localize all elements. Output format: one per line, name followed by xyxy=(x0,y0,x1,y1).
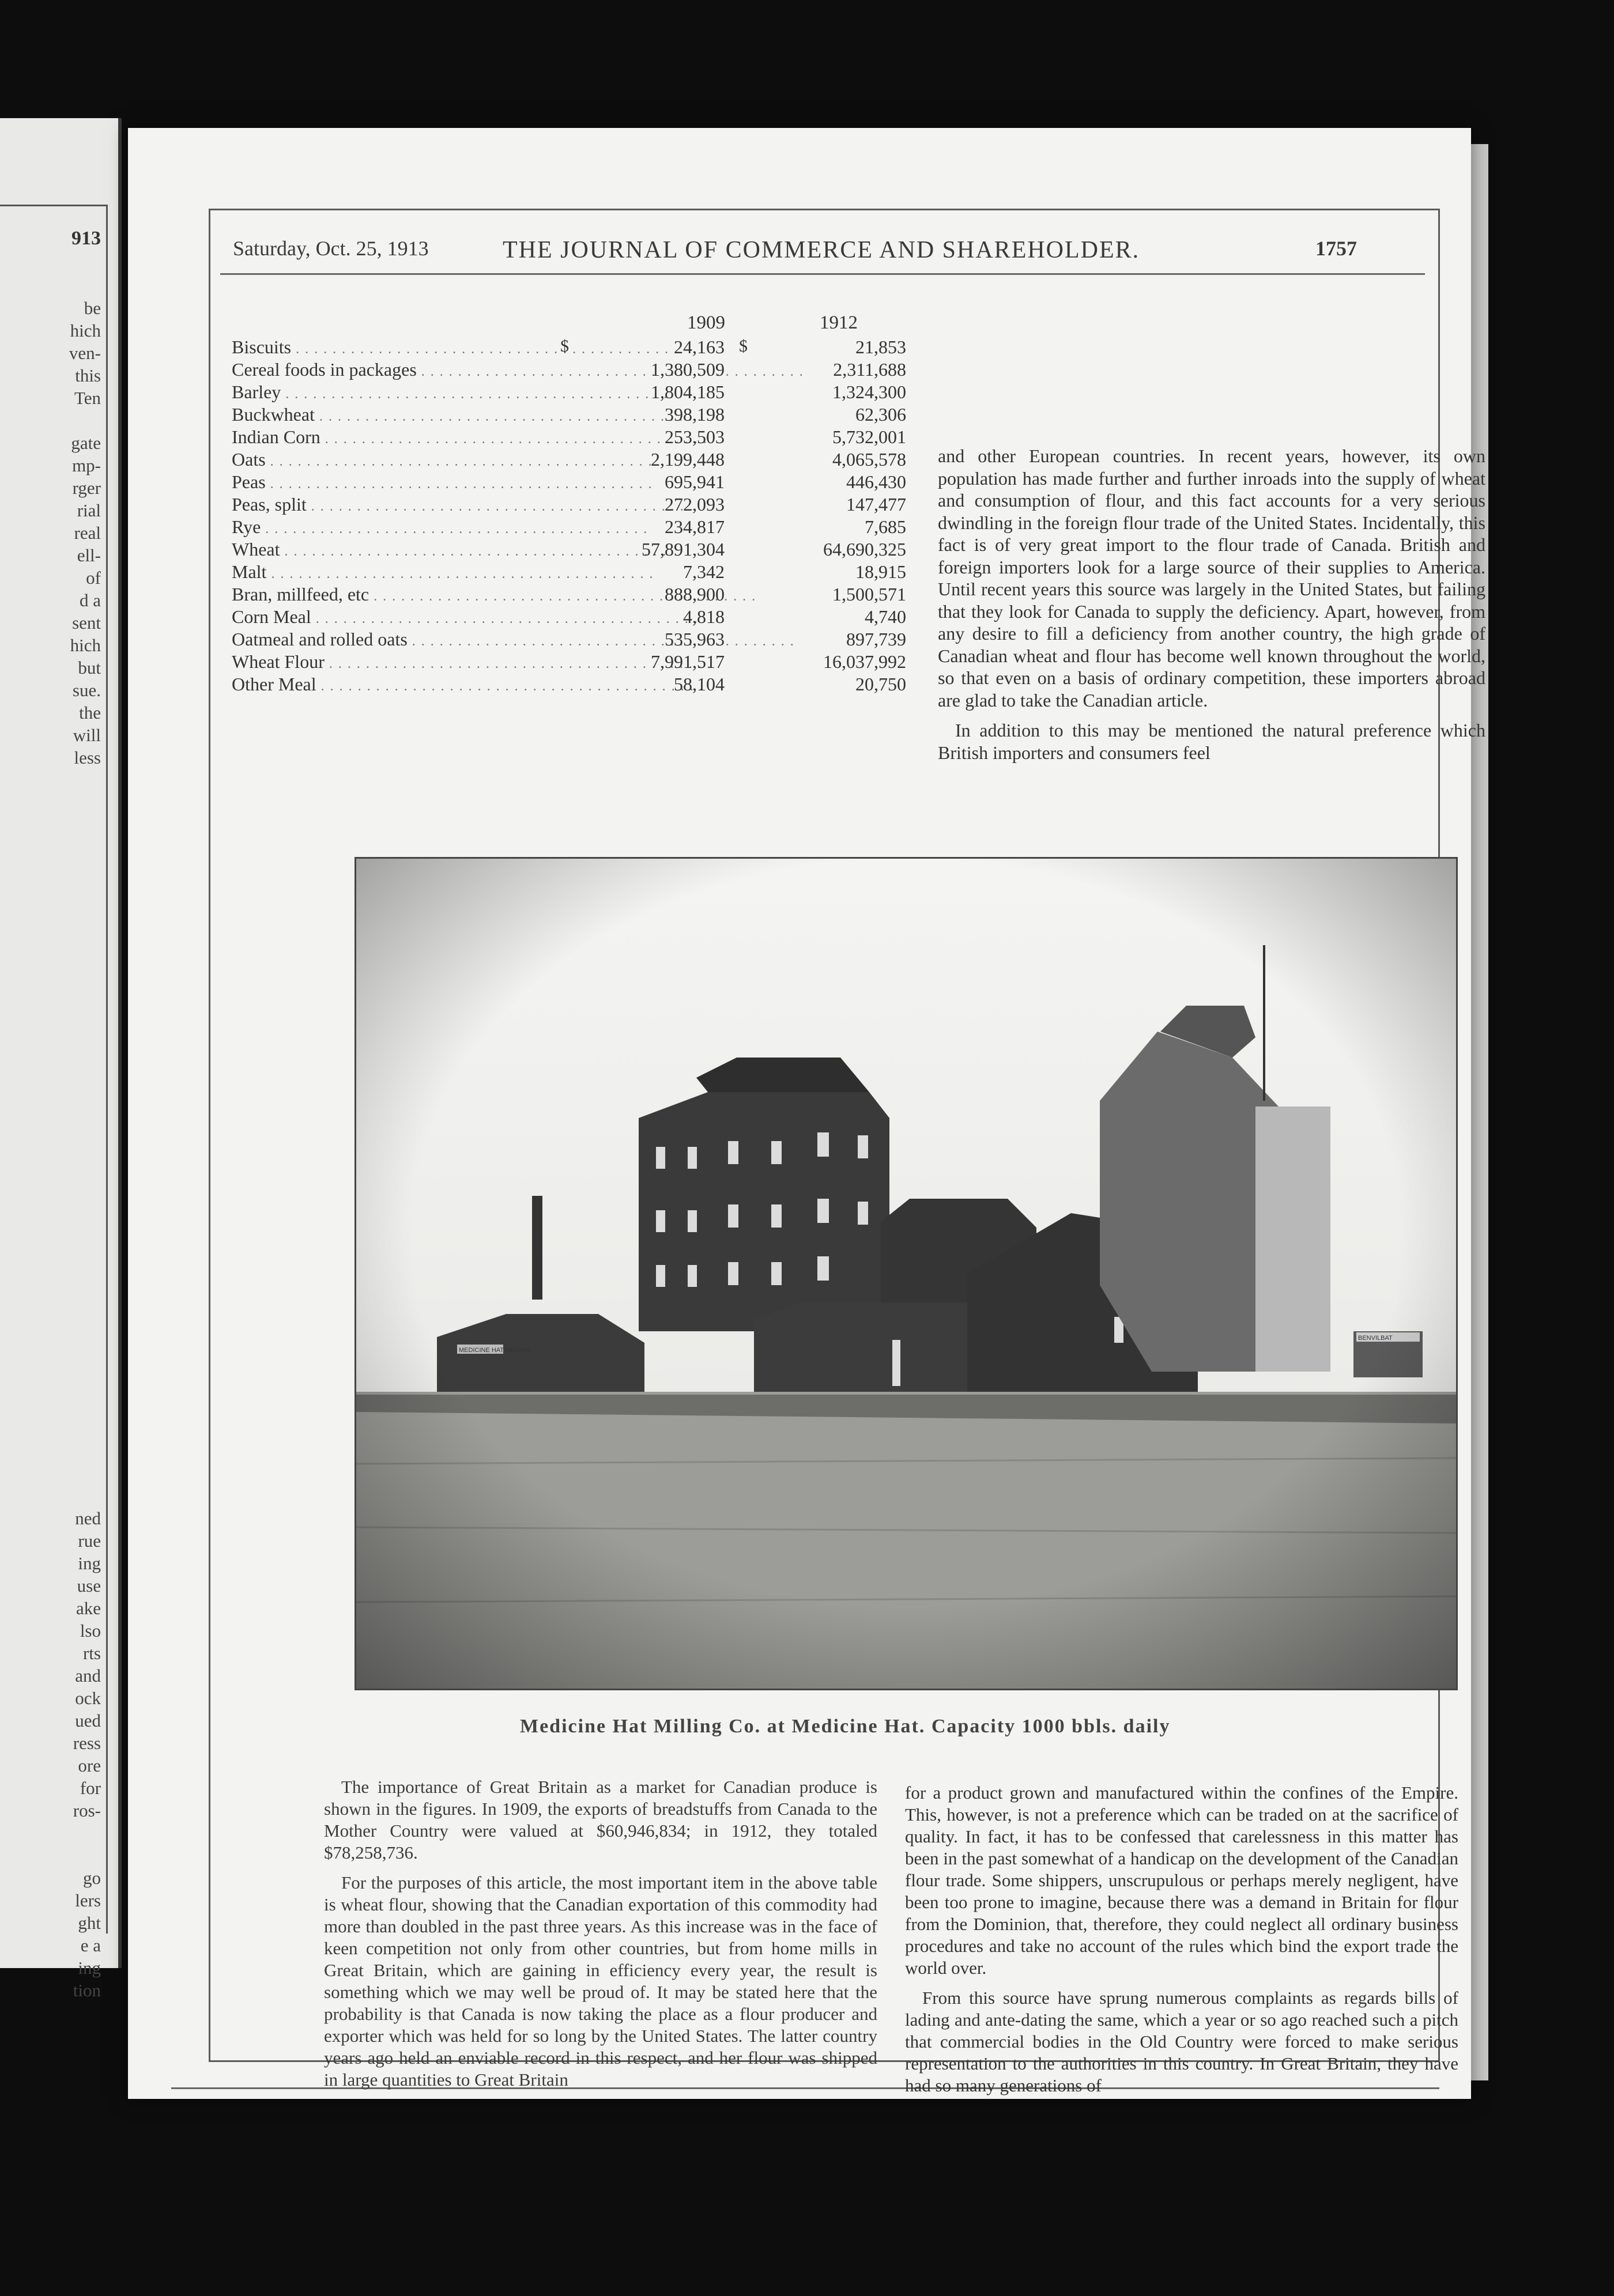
table-row xyxy=(232,359,912,382)
adjacent-text-line xyxy=(0,1844,101,1867)
table-row xyxy=(232,382,912,404)
value-1912: 147,477 xyxy=(846,494,906,515)
value-1909: 272,093 xyxy=(665,494,725,515)
adjacent-text-line: rue xyxy=(78,1531,101,1551)
article-column-upper-right xyxy=(938,445,1485,772)
paragraph: for a product grown and manufactured within the confines of the Empire. This, however, is not a preference which can be traded on at the sacrifice of quality. In fact, it has to be confessed that carelessness in this matter has been in the past somewhat of a handicap on the development of the Canadian flour trade. Some shippers, unscrupulous or perhaps merely negligent, have been too prone to imagine, because there was a demand in Britain for flour from the Dominion, that, therefore, they could neglect all ordinary business procedures and take no account of the rules which bind the export trade the world over. xyxy=(905,1783,1458,1978)
adjacent-text-line: of xyxy=(86,568,101,588)
mill-photograph xyxy=(355,857,1458,1690)
value-1912: 1,500,571 xyxy=(832,584,906,605)
row-label: Malt . . . xyxy=(232,561,555,583)
adjacent-text-line xyxy=(0,1822,101,1844)
adjacent-page-text-bottom xyxy=(0,1507,101,2002)
value-1912: 2,311,688 xyxy=(833,359,906,380)
adjacent-text-line: for xyxy=(80,1778,101,1798)
currency-symbol-1912: $ xyxy=(739,337,748,356)
adjacent-text-line: less xyxy=(74,747,101,768)
table-row xyxy=(232,516,912,539)
adjacent-text-line: Ten xyxy=(74,388,101,408)
photo-caption: Medicine Hat Milling Co. at Medicine Hat. Capacity 1000 bbls. daily xyxy=(520,1716,1171,1737)
adjacent-text-line: lers xyxy=(75,1890,101,1910)
adjacent-page-text-top xyxy=(0,297,101,769)
adjacent-text-line: mp- xyxy=(72,455,101,475)
journal-title: THE JOURNAL OF COMMERCE AND SHAREHOLDER. xyxy=(503,237,1140,263)
adjacent-text-line: sue. xyxy=(72,680,101,700)
value-1912: 897,739 xyxy=(846,629,906,649)
value-1909: 4,818 xyxy=(683,606,725,627)
adjacent-text-line: gate xyxy=(71,433,101,453)
table-row xyxy=(232,426,912,449)
value-1912: 21,853 xyxy=(855,337,906,357)
row-label: Barley . . . xyxy=(232,382,555,403)
adjacent-page-fragment xyxy=(0,118,122,2000)
adjacent-page-rule xyxy=(0,205,108,206)
column-header-1909: 1909 xyxy=(687,312,725,333)
table-row xyxy=(232,404,912,426)
adjacent-text-line: lso xyxy=(80,1621,101,1641)
table-row xyxy=(232,471,912,494)
value-1909: 535,963 xyxy=(665,629,725,649)
value-1909: 7,342 xyxy=(683,561,725,582)
adjacent-text-line: ros- xyxy=(73,1800,101,1821)
row-label: Peas, split . . . xyxy=(232,494,555,515)
adjacent-text-line: ress xyxy=(73,1733,101,1753)
issue-date: Saturday, Oct. 25, 1913 xyxy=(233,237,429,260)
adjacent-text-line: rger xyxy=(72,478,101,498)
adjacent-text-line: hich xyxy=(70,635,101,655)
adjacent-text-line: sent xyxy=(72,613,101,633)
row-label: Wheat . . . xyxy=(232,539,555,560)
table-row xyxy=(232,584,912,606)
header-rule xyxy=(220,273,1425,275)
column-header-1912: 1912 xyxy=(820,312,858,333)
row-label: Wheat Flour . . . xyxy=(232,651,555,673)
paragraph: and other European countries. In recent years, however, its own population has made further and further inroads into the supply of wheat and consumption of flour, and this fact accounts for a very serious dwindling in the foreign flour trade of the United States. Incidentally, this fact is of very great import to the flour trade of Canada. British and foreign importers look for a large source of their supplies to America. Until recent years this source was largely in the United States, but failing that they look for Canada to supply the deficiency. Apart, however, from any desire to fill a deficiency from another country, the high grade of Canadian wheat and flour has become well known throughout the world, so that even on a basis of ordinary competition, these importers abroad are glad to take the Canadian article. xyxy=(938,445,1485,711)
value-1909: 695,941 xyxy=(665,471,725,492)
adjacent-text-line: this xyxy=(75,365,101,386)
value-1912: 64,690,325 xyxy=(823,539,906,560)
paragraph: In addition to this may be mentioned the natural preference which British importers and consumers feel xyxy=(938,720,1485,763)
value-1912: 4,065,578 xyxy=(832,449,906,470)
adjacent-text-line: ned xyxy=(75,1508,101,1528)
value-1909: 888,900 xyxy=(665,584,725,605)
adjacent-text-line: ore xyxy=(78,1755,101,1776)
table-row xyxy=(232,606,912,629)
value-1909: 253,503 xyxy=(665,426,725,447)
adjacent-text-line xyxy=(0,409,101,432)
table-row xyxy=(232,449,912,471)
adjacent-text-line: ake xyxy=(76,1598,101,1618)
currency-symbol-1909: $ xyxy=(560,337,569,356)
adjacent-page-rule-vertical xyxy=(106,205,108,1934)
paragraph: The importance of Great Britain as a market for Canadian produce is shown in the figures. In 1909, the exports of breadstuffs from Canada to the Mother Country were valued at $60,946,834; in 1912, they totaled $78,258,736. xyxy=(324,1777,877,1863)
row-label: Cereal foods in packages . . . xyxy=(232,359,555,380)
adjacent-text-line: ing xyxy=(78,1958,101,1978)
row-label: Rye . . . xyxy=(232,516,555,538)
row-label: Buckwheat . . . xyxy=(232,404,555,425)
adjacent-text-line: rial xyxy=(77,500,101,520)
adjacent-text-line: the xyxy=(79,703,101,723)
table-row xyxy=(232,561,912,584)
adjacent-text-line: and xyxy=(75,1666,101,1686)
page-edge xyxy=(1471,144,1488,2080)
adjacent-text-line: but xyxy=(78,658,101,678)
value-1909: 7,991,517 xyxy=(651,651,725,672)
row-label: Corn Meal . . . xyxy=(232,606,555,628)
adjacent-text-line: ell- xyxy=(77,545,101,565)
row-label: Indian Corn . . . xyxy=(232,426,555,448)
value-1909: 398,198 xyxy=(665,404,725,425)
adjacent-text-line: go xyxy=(83,1868,101,1888)
value-1912: 18,915 xyxy=(855,561,906,582)
value-1912: 5,732,001 xyxy=(832,426,906,447)
article-column-lower-right xyxy=(905,1782,1458,2105)
value-1912: 62,306 xyxy=(855,404,906,425)
row-label: Other Meal . . . xyxy=(232,674,555,695)
adjacent-page-header: 913 xyxy=(71,228,101,249)
table-row xyxy=(232,337,912,359)
value-1909: 1,380,509 xyxy=(651,359,725,380)
table-row xyxy=(232,629,912,651)
adjacent-text-line: ven- xyxy=(69,343,101,363)
value-1909: 1,804,185 xyxy=(651,382,725,402)
adjacent-text-line: tion xyxy=(73,1980,101,2000)
article-column-lower-left xyxy=(324,1776,877,2099)
value-1912: 1,324,300 xyxy=(832,382,906,402)
row-label: Biscuits . . . xyxy=(232,337,555,358)
adjacent-text-line: use xyxy=(77,1576,101,1596)
value-1909: 234,817 xyxy=(665,516,725,537)
row-label: Oats . . . xyxy=(232,449,555,470)
table-row xyxy=(232,494,912,516)
adjacent-text-line: ock xyxy=(75,1688,101,1708)
adjacent-text-line: will xyxy=(73,725,101,745)
value-1912: 446,430 xyxy=(846,471,906,492)
value-1912: 4,740 xyxy=(865,606,906,627)
adjacent-text-line: ued xyxy=(75,1710,101,1731)
value-1909: 2,199,448 xyxy=(651,449,725,470)
adjacent-text-line: real xyxy=(74,523,101,543)
table-row xyxy=(232,539,912,561)
row-label: Peas . . . xyxy=(232,471,555,493)
adjacent-text-line: ght xyxy=(78,1913,101,1933)
table-row xyxy=(232,674,912,696)
adjacent-text-line: hich xyxy=(70,320,101,341)
value-1909: 24,163 xyxy=(674,337,725,357)
value-1912: 7,685 xyxy=(865,516,906,537)
paragraph: For the purposes of this article, the most important item in the above table is wheat flour, showing that the Canadian exportation of this commodity had more than doubled in the past three years. As this increase was in the face of keen competition not only from other countries, but from home mills in Great Britain, which are gaining in efficiency every year, the result is something which we may well be proud of. It may be stated here that the probability is that Canada is now taking the place as a flour producer and exporter which was held for so long by the United States. The latter country years ago held an enviable record in this respect, and her flour was shipped in large quantities to Great Britain xyxy=(324,1872,877,2090)
adjacent-text-line: ing xyxy=(78,1553,101,1573)
page-number: 1757 xyxy=(1315,237,1357,260)
value-1909: 57,891,304 xyxy=(642,539,725,560)
value-1909: 58,104 xyxy=(674,674,725,694)
row-label: Bran, millfeed, etc . . . xyxy=(232,584,555,605)
adjacent-text-line: rts xyxy=(83,1643,101,1663)
journal-page xyxy=(128,128,1485,2099)
row-label: Oatmeal and rolled oats . . . xyxy=(232,629,555,650)
table-row xyxy=(232,651,912,674)
value-1912: 20,750 xyxy=(855,674,906,694)
adjacent-text-line: e a xyxy=(80,1935,101,1955)
paragraph: From this source have sprung numerous complaints as regards bills of lading and ante-dating the same, which a year or so ago reached such a pitch that commercial bodies in the Old Country were forced to make serious representation to the authorities in this country. In Great Britain, they have had so many generations of xyxy=(905,1988,1458,2095)
value-1912: 16,037,992 xyxy=(823,651,906,672)
adjacent-text-line: d a xyxy=(79,590,101,610)
adjacent-text-line: be xyxy=(84,298,101,318)
mill-photo-illustration xyxy=(356,859,1456,1689)
